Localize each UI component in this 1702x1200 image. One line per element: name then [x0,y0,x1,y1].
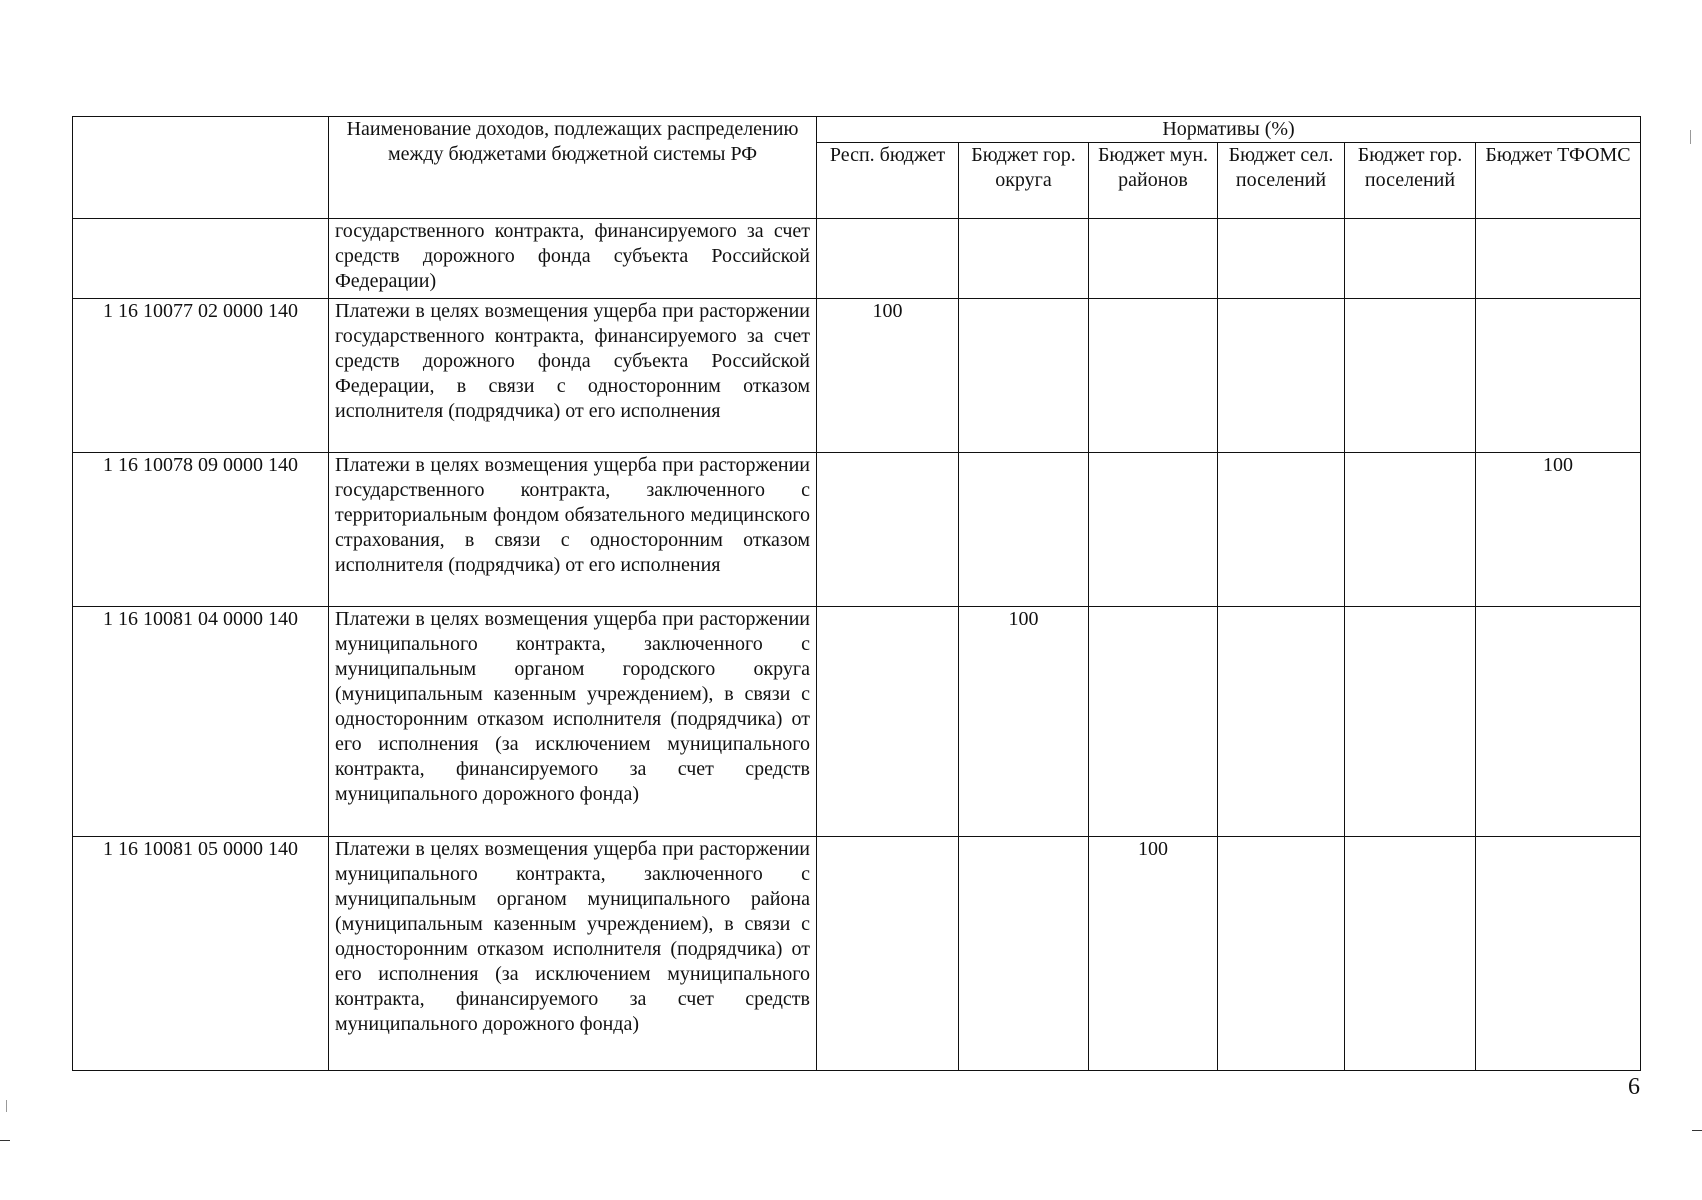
revenue-name: Платежи в целях возмещения ущерба при расторжении государственного контракта, заключенного с территориальным фондом обязательного медицинского страхования, в связи с односторонним отказом исполнителя (подрядчика) от его исполнения [329,453,817,607]
norm-value [817,219,959,299]
kbk-code: 1 16 10078 09 0000 140 [73,453,329,607]
norm-value [817,453,959,607]
norm-value [959,453,1089,607]
norm-value: 100 [959,607,1089,837]
header-budget-municipal-districts: Бюджет мун. районов [1089,143,1218,219]
norm-value [1089,607,1218,837]
kbk-code [73,219,329,299]
norm-value [1345,299,1476,453]
revenue-name: Платежи в целях возмещения ущерба при расторжении государственного контракта, финансируемого за счет средств дорожного фонда субъекта Российской Федерации, в связи с односторонним отказом исполнителя (подрядчика) от его исполнения [329,299,817,453]
norm-value [1345,607,1476,837]
norm-value [1476,607,1641,837]
table-row [73,453,1641,607]
table-row [73,299,1641,453]
norm-value: 100 [817,299,959,453]
revenue-norms-table [72,116,1641,1071]
table-body [73,219,1641,1071]
header-code-cell [73,117,329,219]
header-name-cell: Наименование доходов, подлежащих распределению между бюджетами бюджетной системы РФ [329,117,817,219]
norm-value [959,299,1089,453]
norm-value [959,219,1089,299]
revenue-name: Платежи в целях возмещения ущерба при расторжении муниципального контракта, заключенного с муниципальным органом муниципального района (муниципальным казенным учреждением), в связи с односторонним отказом исполнителя (подрядчика) от его исполнения (за исключением муниципального контракта, финансируемого за счет средств муниципального дорожного фонда) [329,837,817,1071]
kbk-code: 1 16 10081 05 0000 140 [73,837,329,1071]
header-budget-tfoms: Бюджет ТФОМС [1476,143,1641,219]
norm-value [1089,453,1218,607]
norm-value [1345,219,1476,299]
table-row [73,607,1641,837]
norm-value [1089,299,1218,453]
norm-value [959,837,1089,1071]
norm-value [1476,299,1641,453]
scan-edge-mark [0,1140,10,1141]
norm-value: 100 [1476,453,1641,607]
table-row [73,837,1641,1071]
header-budget-rural-settlements: Бюджет сел. поселений [1218,143,1345,219]
table-header [73,117,1641,219]
scan-edge-mark [1690,130,1691,144]
revenue-name: Платежи в целях возмещения ущерба при расторжении муниципального контракта, заключенного с муниципальным органом городского округа (муниципальным казенным учреждением), в связи с односторонним отказом исполнителя (подрядчика) от его исполнения (за исключением муниципального контракта, финансируемого за счет средств муниципального дорожного фонда) [329,607,817,837]
header-norms-group: Нормативы (%) [817,117,1641,143]
revenue-name: государственного контракта, финансируемого за счет средств дорожного фонда субъекта Российской Федерации) [329,219,817,299]
norm-value [1089,219,1218,299]
norm-value [1218,453,1345,607]
scan-edge-mark [6,1100,7,1112]
norm-value [817,837,959,1071]
page-number: 6 [1628,1074,1640,1100]
norm-value [1218,299,1345,453]
header-budget-city-district: Бюджет гор. округа [959,143,1089,219]
norm-value [817,607,959,837]
norm-value [1476,219,1641,299]
table-row [73,219,1641,299]
norm-value: 100 [1089,837,1218,1071]
kbk-code: 1 16 10081 04 0000 140 [73,607,329,837]
scan-edge-mark [1692,1130,1702,1131]
norm-value [1476,837,1641,1071]
norm-value [1218,837,1345,1071]
kbk-code: 1 16 10077 02 0000 140 [73,299,329,453]
header-budget-republic: Респ. бюджет [817,143,959,219]
header-budget-urban-settlements: Бюджет гор. поселений [1345,143,1476,219]
norm-value [1345,453,1476,607]
norm-value [1345,837,1476,1071]
norm-value [1218,607,1345,837]
norm-value [1218,219,1345,299]
